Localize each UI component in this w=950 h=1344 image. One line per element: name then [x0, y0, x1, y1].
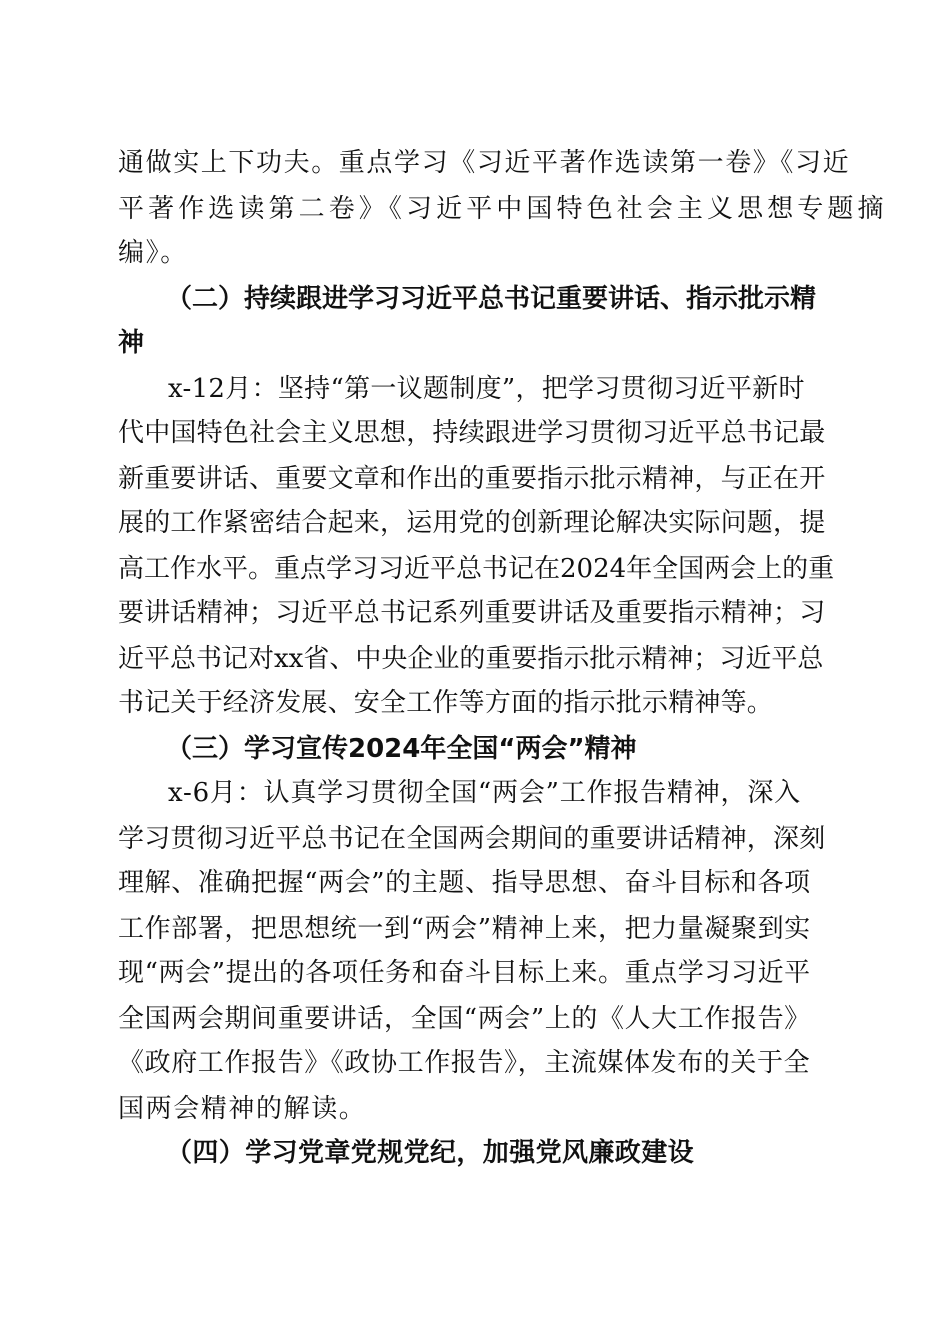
line-text: 学习贯彻习近平总书记在全国两会期间的重要讲话精神，深刻 [118, 824, 826, 854]
text-line [0, 187, 950, 231]
line-text: 国两会精神的解读。 [118, 1094, 367, 1124]
heading-text: （三）学习宣传2024年全国“两会”精神 [166, 734, 637, 764]
heading-text: （二）持续跟进学习习近平总书记重要讲话、指示批示精 [166, 284, 817, 314]
section-heading-continuation [0, 321, 950, 365]
line-text: 通做实上下功夫。重点学习《习近平著作选读第一卷》《习近 [118, 148, 851, 178]
text-line [0, 861, 950, 905]
line-text: x-6月：认真学习贯彻全国“两会”工作报告精神，深入 [168, 778, 801, 808]
line-text: 《政府工作报告》《政协工作报告》，主流媒体发布的关于全 [118, 1048, 811, 1078]
text-line [0, 411, 950, 455]
line-text: 书记关于经济发展、安全工作等方面的指示批示精神等。 [118, 688, 774, 718]
text-line [0, 817, 950, 861]
text-line [0, 141, 950, 185]
line-text: 高工作水平。重点学习习近平总书记在2024年全国两会上的重 [118, 554, 835, 584]
text-line [0, 907, 950, 951]
text-line [0, 997, 950, 1041]
text-line [0, 591, 950, 635]
line-text: 要讲话精神；习近平总书记系列重要讲话及重要指示精神；习 [118, 598, 826, 628]
heading-text: （四）学习党章党规党纪，加强党风廉政建设 [166, 1138, 695, 1168]
text-line [0, 501, 950, 545]
section-heading [0, 727, 950, 771]
text-line [0, 1041, 950, 1085]
line-text: 理解、准确把握“两会”的主题、指导思想、奋斗目标和各项 [118, 868, 811, 898]
line-text: 代中国特色社会主义思想，持续跟进学习贯彻习近平总书记最 [118, 418, 826, 448]
text-line [0, 547, 950, 591]
text-line [0, 637, 950, 681]
line-text: x-12月：坚持“第一议题制度”，把学习贯彻习近平新时 [168, 374, 805, 404]
text-line [0, 771, 950, 815]
text-line [0, 681, 950, 725]
text-line [0, 1087, 950, 1131]
line-text: 新重要讲话、重要文章和作出的重要指示批示精神，与正在开 [118, 464, 826, 494]
line-text: 全国两会期间重要讲话，全国“两会”上的《人大工作报告》 [118, 1004, 811, 1034]
line-text: 展的工作紧密结合起来，运用党的创新理论解决实际问题，提 [118, 508, 826, 538]
line-text: 编》。 [118, 238, 188, 268]
text-line [0, 951, 950, 995]
heading-text: 神 [118, 328, 145, 358]
text-line [0, 457, 950, 501]
section-heading [0, 277, 950, 321]
line-text: 近平总书记对xx省、中央企业的重要指示批示精神；习近平总 [118, 644, 824, 674]
line-text: 平著作选读第二卷》《习近平中国特色社会主义思想专题摘 [118, 194, 888, 224]
line-text: 工作部署，把思想统一到“两会”精神上来，把力量凝聚到实 [118, 914, 811, 944]
text-line [0, 231, 950, 275]
text-line [0, 367, 950, 411]
line-text: 现“两会”提出的各项任务和奋斗目标上来。重点学习习近平 [118, 958, 811, 988]
section-heading [0, 1131, 950, 1175]
